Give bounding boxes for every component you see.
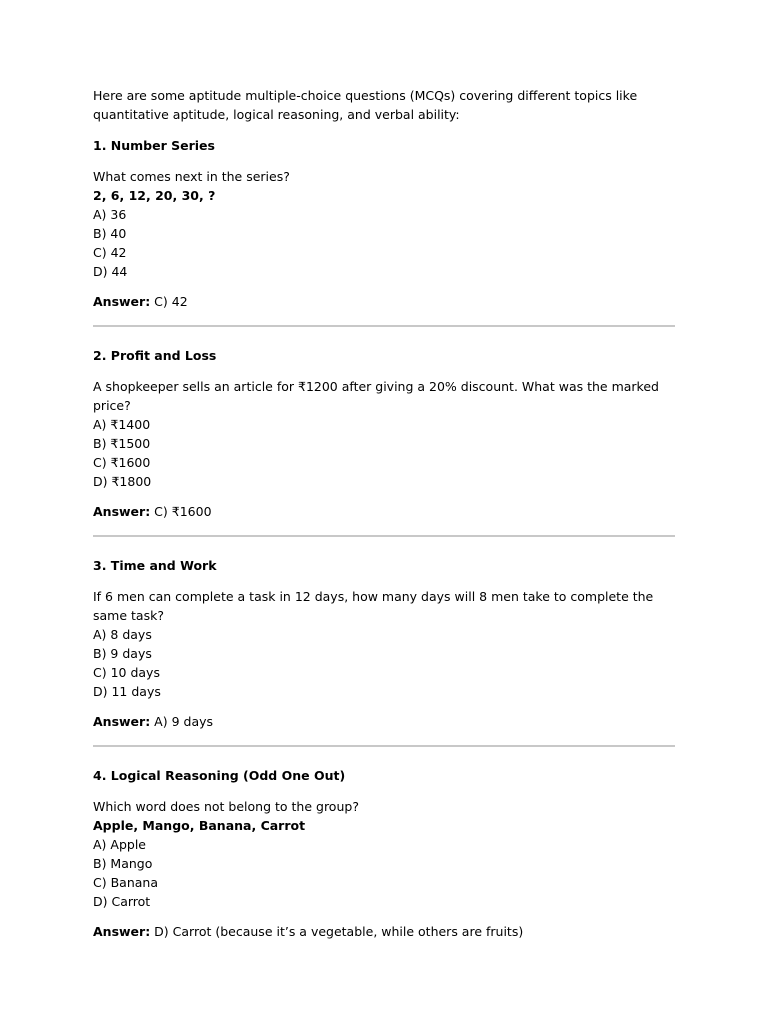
option-d: D) ₹1800 [93,474,152,489]
option-c: C) 42 [93,245,127,260]
answer-line [93,712,675,731]
answer-label: Answer: [93,924,151,939]
answer-line [93,292,675,311]
section-divider [93,535,675,537]
option-c: C) 10 days [93,665,160,680]
answer-line [93,922,675,941]
question-3 [93,556,675,731]
option-b: B) ₹1500 [93,436,151,451]
option-d: D) 44 [93,264,128,279]
option-c: C) Banana [93,875,158,890]
option-b: B) Mango [93,856,153,871]
answer-value: A) 9 days [150,714,214,729]
option-c: C) ₹1600 [93,455,151,470]
answer-line [93,502,675,521]
option-a: A) 36 [93,207,127,222]
section-divider [93,745,675,747]
question-text: A shopkeeper sells an article for ₹1200 after giving a 20% discount. What was the marked price? [93,379,659,413]
question-text: Which word does not belong to the group? [93,799,359,814]
document-page [93,86,675,941]
answer-value: D) Carrot (because it’s a vegetable, while others are fruits) [150,924,524,939]
answer-label: Answer: [93,294,151,309]
answer-value: C) ₹1600 [150,504,212,519]
answer-label: Answer: [93,714,151,729]
option-a: A) 8 days [93,627,152,642]
option-a: A) ₹1400 [93,417,151,432]
question-heading: 2. Profit and Loss [93,348,217,363]
question-4 [93,766,675,941]
question-heading: 4. Logical Reasoning (Odd One Out) [93,768,346,783]
intro-paragraph: Here are some aptitude multiple-choice questions (MCQs) covering different topics like quantitative aptitude, logical reasoning, and verbal ability: [93,88,638,122]
option-d: D) 11 days [93,684,161,699]
question-text: What comes next in the series? [93,169,290,184]
question-series: 2, 6, 12, 20, 30, ? [93,188,216,203]
question-2 [93,346,675,521]
question-text: If 6 men can complete a task in 12 days, how many days will 8 men take to complete the same task? [93,589,654,623]
answer-label: Answer: [93,504,151,519]
question-heading: 3. Time and Work [93,558,217,573]
option-b: B) 9 days [93,646,152,661]
option-b: B) 40 [93,226,127,241]
question-1 [93,136,675,311]
question-word-group: Apple, Mango, Banana, Carrot [93,818,306,833]
option-d: D) Carrot [93,894,151,909]
section-divider [93,325,675,327]
answer-value: C) 42 [150,294,188,309]
option-a: A) Apple [93,837,146,852]
question-heading: 1. Number Series [93,138,215,153]
